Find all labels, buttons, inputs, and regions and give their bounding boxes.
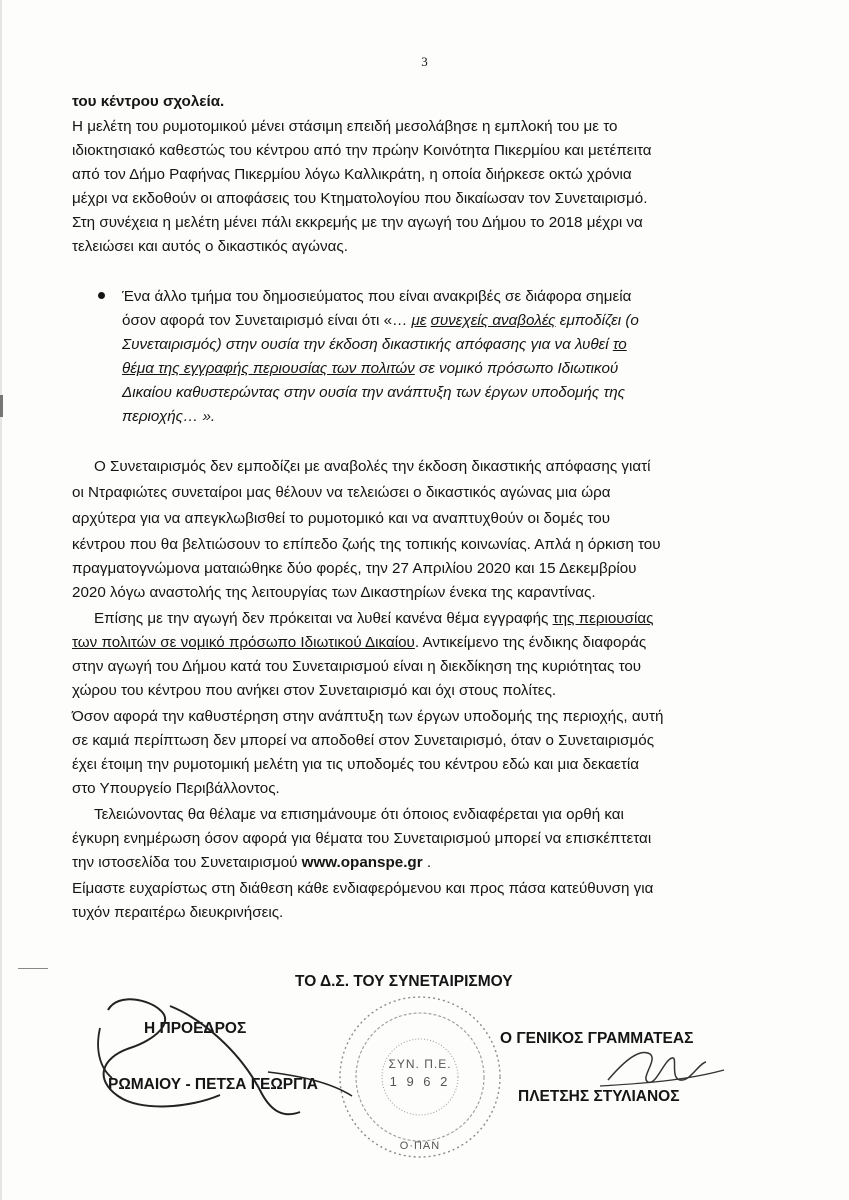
para3-line: στην αγωγή του Δήμου κατά του Συνεταιρισμού είναι η διεκδίκηση της κυριότητας του [72,658,642,675]
para6-line: Είμαστε ευχαρίστως στη διάθεση κάθε ενδιαφερόμενου και προς πάσα κατεύθυνση για [72,880,654,897]
scan-edge [0,0,2,1200]
bullet-quote-underlined: θέμα της εγγραφής περιουσίας των πολιτών [122,360,415,377]
para3-text: . Αντικείμενο της ένδικης διαφοράς [414,634,647,651]
bullet-line [122,312,639,330]
bullet-quote: Συνεταιρισμός) στην ουσία την έκδοση δικαστικής απόφασης για να λυθεί [122,336,613,353]
president-name: ΡΩΜΑΙΟΥ - ΠΕΤΣΑ ΓΕΩΡΓΙΑ [108,1076,318,1093]
para3-line: χώρου του κέντρου που ανήκει στον Συνεταιρισμό και όχι στους πολίτες. [72,682,557,699]
para5-line: Τελειώνοντας θα θέλαμε να επισημάνουμε ότι όποιος ενδιαφέρεται για ορθή και [94,806,624,823]
para5-line: έγκυρη ενημέρωση όσον αφορά για θέματα του Συνεταιρισμού μπορεί να επισκέπτεται [72,830,652,847]
para5-text: την ιστοσελίδα του Συνεταιρισμού [72,854,302,871]
para1-line: τελειώσει και αυτός ο δικαστικός αγώνας. [72,238,348,255]
bullet-quote: σε νομικό πρόσωπο Ιδιωτικού [414,360,619,377]
para3-line [72,634,646,652]
stamp-year: 1 9 6 2 [389,1074,451,1089]
para3-underlined: των πολιτών σε νομικό πρόσωπο Ιδιωτικού Δικαίου [72,634,415,651]
para3-text: Επίσης με την αγωγή δεν πρόκειται να λυθεί κανένα θέμα εγγραφής [94,610,553,627]
para6-line: τυχόν περαιτέρω διευκρινήσεις. [72,904,284,921]
para4-line: έχει έτοιμη την ρυμοτομική μελέτη για τις υποδομές του κέντρου εδώ και μια δεκαετία [72,756,639,773]
bullet-quote: εμποδίζει (ο [555,312,639,329]
section-heading: του κέντρου σχολεία. [72,93,225,110]
page-number: 3 [421,54,428,69]
bullet-line: Δικαίου καθυστερώντας στην ουσία την ανάπτυξη των έργων υποδομής της [122,384,626,401]
para3-line [94,610,653,628]
bullet-line: περιοχής… ». [122,408,216,425]
para1-line: από τον Δήμο Ραφήνας Πικερμίου λόγω Καλλικράτη, η οποία διήρκεσε οκτώ χρόνια [72,166,632,183]
para1-line: μέχρι να εκδοθούν οι αποφάσεις του Κτηματολογίου που δικαίωσαν τον Συνεταιρισμό. [72,190,648,207]
president-title: Η ΠΡΟΕΔΡΟΣ [144,1020,247,1037]
bullet-line [122,360,618,378]
para2-line: οι Ντραφιώτες συνεταίροι μας θέλουν να τελειώσει ο δικαστικός αγώνας μια ώρα [72,484,611,501]
secretary-name: ΠΛΕΤΣΗΣ ΣΤΥΛΙΑΝΟΣ [518,1088,680,1105]
para4-line: σε καμιά περίπτωση δεν μπορεί να αποδοθεί στον Συνεταιρισμό, όταν ο Συνεταιρισμός [72,732,655,749]
website-link[interactable]: www.opanspe.gr [301,854,423,871]
para2-line: κέντρου που θα βελτιώσουν το επίπεδο ζωής της τοπικής κοινωνίας. Απλά η όρκιση του [72,536,661,553]
para1-line: Η μελέτη του ρυμοτομικού μένει στάσιμη επειδή μεσολάβησε η εμπλοκή του με το [72,118,618,135]
stamp-center-text: ΣΥΝ. Π.Ε. [388,1057,452,1071]
bullet-quote-underlined: το [612,336,627,353]
para2-line: πραγματογνώμονα ματαιώθηκε δύο φορές, την 27 Απριλίου 2020 και 15 Δεκεμβρίου [72,560,637,577]
para4-line: Όσον αφορά την καθυστέρηση στην ανάπτυξη των έργων υποδομής της περιοχής, αυτή [72,708,664,725]
para2-line: αρχύτερα για να απεγκλωβισθεί το ρυμοτομικό και να αναπτυχθούν οι δομές του [72,510,611,527]
scan-mark [0,395,3,417]
para3-underlined: της περιουσίας [552,610,654,627]
para2-line: Ο Συνεταιρισμός δεν εμποδίζει με αναβολές την έκδοση δικαστικής απόφασης γιατί [94,458,651,475]
secretary-title: Ο ΓΕΝΙΚΟΣ ΓΡΑΜΜΑΤΕΑΣ [500,1030,694,1047]
stamp-bottom-text: Ο·ΠΑΝ [399,1140,441,1152]
para1-line: ιδιοκτησιακό καθεστώς του κέντρου από την πρώην Κοινότητα Πικερμίου και μετέπειτα [72,142,652,159]
scan-dash [18,968,48,969]
para5-text: . [422,854,432,871]
bullet-line: Ένα άλλο τμήμα του δημοσιεύματος που είναι ανακριβές σε διάφορα σημεία [122,288,632,305]
bullet-dot [98,292,105,299]
para5-line [72,854,431,872]
para2-line: 2020 λόγω αναστολής της λειτουργίας των Δικαστηρίων ένεκα της καραντίνας. [72,584,596,601]
bullet-line [122,336,627,354]
para4-line: στο Υπουργείο Περιβάλλοντος. [72,780,280,797]
bullet-text: όσον αφορά τον Συνεταιρισμό είναι ότι «… [122,312,412,329]
bullet-quote-underlined: με [411,312,427,329]
bullet-quote-underlined: συνεχείς αναβολές [430,312,556,329]
para1-line: Στη συνέχεια η μελέτη μένει πάλι εκκρεμής με την αγωγή του Δήμου το 2018 μέχρι να [72,214,643,231]
board-signature-title: ΤΟ Δ.Σ. ΤΟΥ ΣΥΝΕΤΑΙΡΙΣΜΟΥ [295,973,513,990]
